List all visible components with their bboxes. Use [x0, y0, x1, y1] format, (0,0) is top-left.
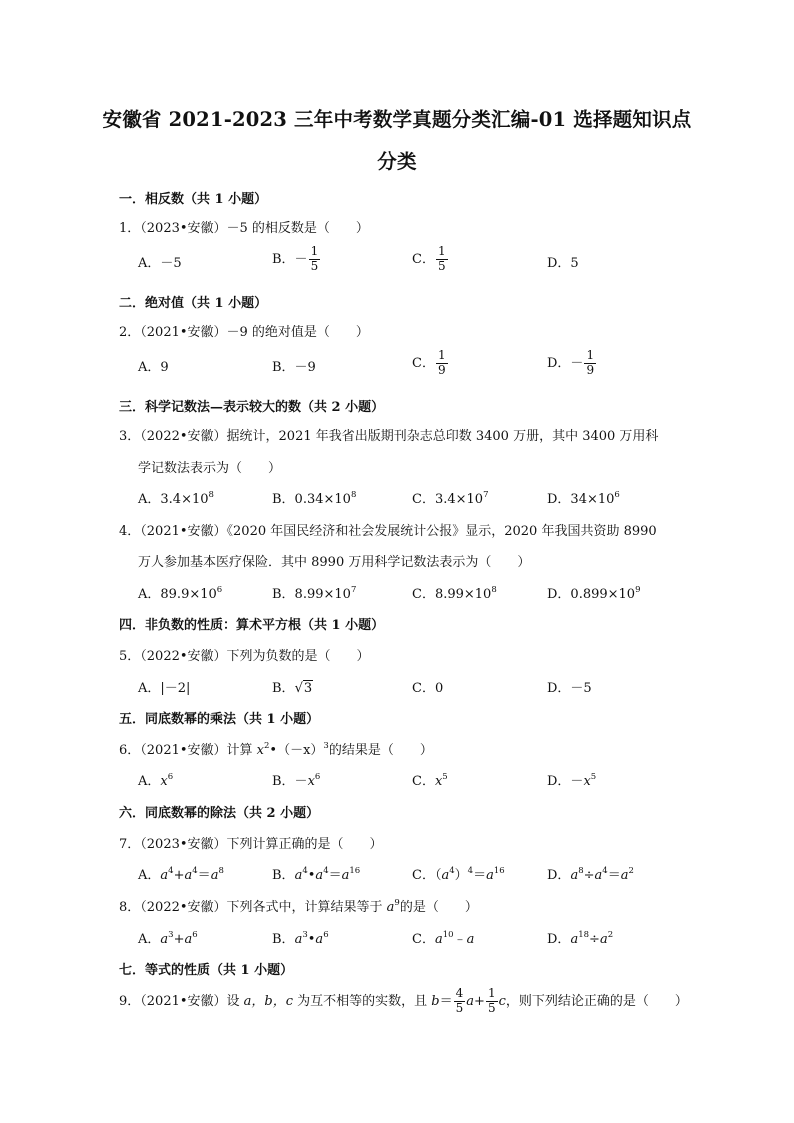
q1-option-b: B．－ $\frac{1}{5}$ — [272, 244, 319, 273]
q1-option-a: A．－5 — [138, 256, 182, 271]
document-title-line2: 分类 — [377, 150, 417, 173]
fraction: $\frac{1}{5}$ — [487, 986, 496, 1015]
section-heading-3: 三．科学记数法—表示较大的数（共 2 小题） — [119, 400, 385, 415]
q4-option-d: D．$0.899\times 10^9$ — [547, 585, 641, 602]
section-heading-4: 四．非负数的性质：算术平方根（共 1 小题） — [119, 618, 385, 633]
q5-option-c: C．0 — [412, 681, 444, 696]
section-heading-1: 一．相反数（共 1 小题） — [119, 192, 268, 207]
q3-option-a: A．$3.4\times 10^8$ — [138, 490, 214, 507]
q7-option-d: D．$a^8\div a^4=a^2$ — [547, 866, 634, 883]
square-root: √3 — [294, 681, 313, 696]
question-7-stem: 7．（2023•安徽）下列计算正确的是（ ） — [119, 837, 383, 852]
question-6-stem: 6．（2021•安徽）计算 $x^2•(-x)^3$的结果是（ ） — [119, 741, 433, 758]
q5-option-d: D．－5 — [547, 681, 592, 696]
q5-option-a: A．|－2| — [138, 681, 191, 696]
fraction: $\frac{1}{5}$ — [310, 244, 319, 273]
radical-sign-icon: √ — [294, 681, 303, 696]
question-5-stem: 5．（2022•安徽）下列为负数的是（ ） — [119, 649, 370, 664]
q3-option-d: D．$34\times 10^6$ — [547, 490, 620, 507]
q4-option-b: B．$8.99\times 10^7$ — [272, 585, 357, 602]
question-8-stem: 8．（2022•安徽）下列各式中，计算结果等于 $a^9$的是（ ） — [119, 898, 478, 915]
q6-option-c: C．$x^5$ — [412, 772, 448, 789]
question-3-stem-line2: 学记数法表示为（ ） — [138, 461, 282, 476]
q6-option-d: D．$-x^5$ — [547, 772, 597, 789]
fraction: $\frac{1}{9}$ — [586, 348, 595, 377]
section-heading-6: 六．同底数幂的除法（共 2 小题） — [119, 806, 320, 821]
q7-option-b: B．$a^4•a^4=a^{16}$ — [272, 866, 361, 883]
question-4-stem-line2: 万人参加基本医疗保险．其中 8990 万用科学记数法表示为（ ） — [138, 555, 531, 570]
q5-option-b: B．√3 — [272, 681, 313, 696]
fraction: $\frac{1}{9}$ — [437, 348, 446, 377]
question-3-stem-line1: 3．（2022•安徽）据统计，2021 年我省出版期刊杂志总印数 3400 万册，其中 3400 万用科 — [119, 429, 659, 444]
q8-option-b: B．$a^3•a^6$ — [272, 930, 329, 947]
q6-option-b: B．$-x^6$ — [272, 772, 321, 789]
section-heading-7: 七．等式的性质（共 1 小题） — [119, 963, 294, 978]
q8-option-d: D．$a^{18}\div a^2$ — [547, 930, 614, 947]
q2-option-c: C． $\frac{1}{9}$ — [412, 348, 446, 377]
q2-option-a: A．9 — [138, 360, 169, 375]
section-heading-5: 五．同底数幂的乘法（共 1 小题） — [119, 712, 320, 727]
question-4-stem-line1: 4．（2021•安徽）《2020 年国民经济和社会发展统计公报》显示，2020 年我国共资助 8990 — [119, 524, 657, 539]
q1-option-d: D．5 — [547, 256, 579, 271]
q3-option-c: C．$3.4\times 10^7$ — [412, 490, 489, 507]
q8-option-c: C．$a^{10}﹣a$ — [412, 930, 475, 947]
question-2-stem: 2．（2021•安徽）－9 的绝对值是（ ） — [119, 325, 369, 340]
section-heading-2: 二．绝对值（共 1 小题） — [119, 296, 268, 311]
q6-option-a: A．$x^6$ — [138, 772, 174, 789]
q1-option-c: C． $\frac{1}{5}$ — [412, 244, 446, 273]
fraction: $\frac{1}{5}$ — [437, 244, 446, 273]
q4-option-a: A．$89.9\times 10^6$ — [138, 585, 223, 602]
q8-option-a: A．$a^3+a^6$ — [138, 930, 198, 947]
q2-option-d: D．－ $\frac{1}{9}$ — [547, 348, 595, 377]
document-title-line1: 安徽省 2021-2023 三年中考数学真题分类汇编-01 选择题知识点 — [102, 108, 692, 131]
fraction: $\frac{4}{5}$ — [455, 986, 464, 1015]
q2-option-b: B．－9 — [272, 360, 316, 375]
q4-option-c: C．$8.99\times 10^8$ — [412, 585, 497, 602]
q7-option-c: C．$(a^4)^4=a^{16}$ — [412, 866, 505, 883]
q7-option-a: A．$a^4+a^4=a^8$ — [138, 866, 224, 883]
question-9-stem: 9．（2021•安徽）设 a，b，c 为互不相等的实数，且 b＝ $\frac{4}{5}$ a+ $\frac{1}{5}$ c，则下列结论正确的是（ ） — [119, 986, 688, 1015]
question-1-stem: 1．（2023•安徽）－5 的相反数是（ ） — [119, 221, 369, 236]
q3-option-b: B．$0.34\times 10^8$ — [272, 490, 357, 507]
